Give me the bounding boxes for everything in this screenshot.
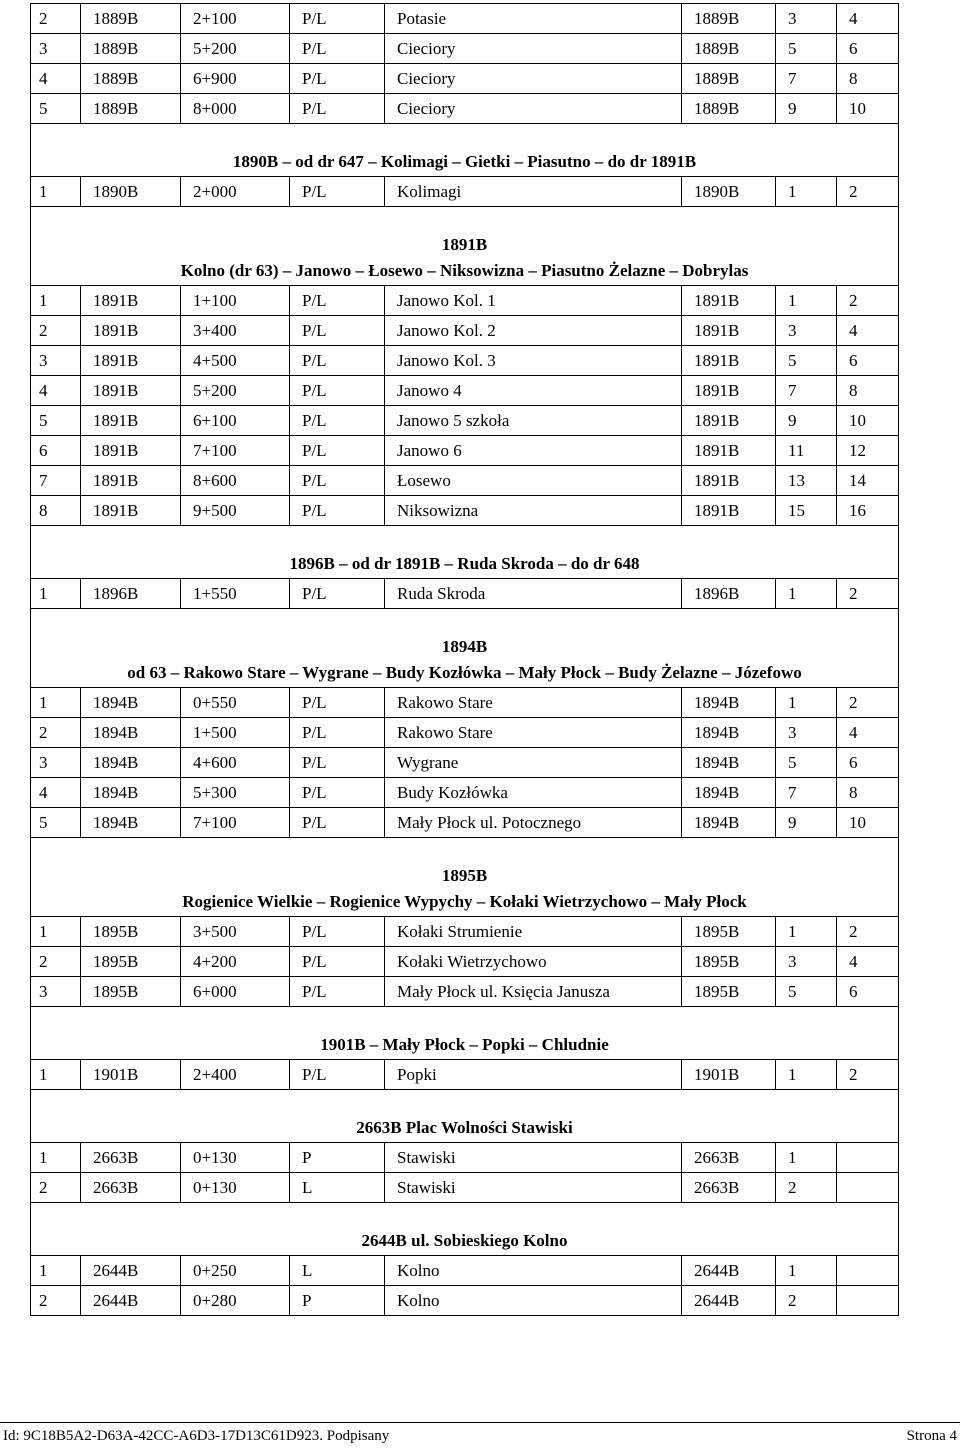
- cell-road-ref: 1901B: [682, 1060, 776, 1090]
- cell-stop-code-a: 7: [776, 778, 837, 808]
- table-row: [31, 947, 899, 977]
- cell-road-number: 1891B: [81, 286, 181, 316]
- cell-stop-name: Łosewo: [385, 466, 682, 496]
- cell-stop-code-a: 1: [776, 917, 837, 947]
- cell-row-number: 5: [31, 406, 81, 436]
- cell-stop-code-b: [837, 1143, 899, 1173]
- cell-road-ref: 2663B: [682, 1173, 776, 1203]
- cell-road-number: 1889B: [81, 64, 181, 94]
- cell-side: P: [290, 1286, 385, 1316]
- cell-road-ref: 1894B: [682, 718, 776, 748]
- cell-road-ref: 2663B: [682, 1143, 776, 1173]
- table-row: [31, 94, 899, 124]
- cell-side: P/L: [290, 808, 385, 838]
- section-header-row: [31, 526, 899, 579]
- cell-road-ref: 1891B: [682, 496, 776, 526]
- cell-stop-name: Cieciory: [385, 34, 682, 64]
- section-header: [31, 1203, 899, 1256]
- cell-side: P/L: [290, 778, 385, 808]
- cell-stop-code-b: 10: [837, 808, 899, 838]
- cell-side: L: [290, 1173, 385, 1203]
- table-row: [31, 64, 899, 94]
- cell-stop-name: Kolimagi: [385, 177, 682, 207]
- page-number: Strona 4: [906, 1428, 957, 1444]
- cell-stop-name: Janowo Kol. 3: [385, 346, 682, 376]
- cell-row-number: 1: [31, 688, 81, 718]
- cell-chainage: 9+500: [181, 496, 290, 526]
- table-row: [31, 808, 899, 838]
- section-header-row: [31, 1007, 899, 1060]
- cell-road-ref: 1895B: [682, 977, 776, 1007]
- cell-road-ref: 1891B: [682, 466, 776, 496]
- cell-chainage: 8+600: [181, 466, 290, 496]
- cell-chainage: 2+100: [181, 4, 290, 34]
- cell-stop-name: Janowo Kol. 2: [385, 316, 682, 346]
- cell-stop-code-b: 2: [837, 579, 899, 609]
- section-header: [31, 207, 899, 286]
- cell-road-number: 1896B: [81, 579, 181, 609]
- section-header: [31, 124, 899, 177]
- section-header-row: [31, 207, 899, 286]
- cell-stop-code-b: 8: [837, 778, 899, 808]
- cell-road-number: 2644B: [81, 1256, 181, 1286]
- section-title: 1891B: [441, 235, 488, 254]
- cell-road-number: 1894B: [81, 778, 181, 808]
- cell-side: P/L: [290, 718, 385, 748]
- cell-chainage: 4+200: [181, 947, 290, 977]
- cell-side: P/L: [290, 346, 385, 376]
- cell-stop-name: Kołaki Wietrzychowo: [385, 947, 682, 977]
- cell-stop-code-a: 1: [776, 177, 837, 207]
- cell-stop-code-a: 3: [776, 4, 837, 34]
- cell-stop-code-b: 8: [837, 64, 899, 94]
- table-row: [31, 917, 899, 947]
- cell-chainage: 5+200: [181, 376, 290, 406]
- cell-chainage: 0+280: [181, 1286, 290, 1316]
- section-header: [31, 1007, 899, 1060]
- document-id: Id: 9C18B5A2-D63A-42CC-A6D3-17D13C61D923. Podpisany: [3, 1428, 390, 1444]
- cell-stop-code-b: 4: [837, 718, 899, 748]
- cell-stop-name: Potasie: [385, 4, 682, 34]
- cell-road-number: 2663B: [81, 1143, 181, 1173]
- cell-stop-code-b: 10: [837, 94, 899, 124]
- cell-stop-code-b: 8: [837, 376, 899, 406]
- cell-road-number: 1894B: [81, 808, 181, 838]
- cell-side: P/L: [290, 579, 385, 609]
- cell-stop-name: Stawiski: [385, 1173, 682, 1203]
- cell-stop-code-b: 2: [837, 917, 899, 947]
- cell-road-ref: 1890B: [682, 177, 776, 207]
- cell-stop-name: Kolno: [385, 1256, 682, 1286]
- cell-stop-code-b: 2: [837, 286, 899, 316]
- table-row: [31, 466, 899, 496]
- table-row: [31, 4, 899, 34]
- cell-stop-name: Kołaki Strumienie: [385, 917, 682, 947]
- cell-road-number: 1901B: [81, 1060, 181, 1090]
- cell-row-number: 1: [31, 177, 81, 207]
- cell-chainage: 3+500: [181, 917, 290, 947]
- table-row: [31, 177, 899, 207]
- cell-stop-code-b: 4: [837, 4, 899, 34]
- section-header: [31, 526, 899, 579]
- cell-row-number: 1: [31, 579, 81, 609]
- cell-stop-name: Ruda Skroda: [385, 579, 682, 609]
- cell-row-number: 1: [31, 1256, 81, 1286]
- table-row: [31, 778, 899, 808]
- cell-stop-name: Rakowo Stare: [385, 688, 682, 718]
- cell-stop-name: Stawiski: [385, 1143, 682, 1173]
- cell-road-ref: 1889B: [682, 4, 776, 34]
- table-row: [31, 316, 899, 346]
- cell-stop-name: Mały Płock ul. Księcia Janusza: [385, 977, 682, 1007]
- table-row: [31, 286, 899, 316]
- cell-road-number: 1895B: [81, 947, 181, 977]
- cell-stop-code-a: 1: [776, 1143, 837, 1173]
- cell-row-number: 6: [31, 436, 81, 466]
- table-row: [31, 346, 899, 376]
- cell-stop-name: Janowo 5 szkoła: [385, 406, 682, 436]
- table-row: [31, 688, 899, 718]
- cell-chainage: 8+000: [181, 94, 290, 124]
- cell-stop-code-a: 1: [776, 688, 837, 718]
- cell-row-number: 2: [31, 1173, 81, 1203]
- cell-stop-code-b: 2: [837, 177, 899, 207]
- section-header-row: [31, 1203, 899, 1256]
- section-title: 1896B – od dr 1891B – Ruda Skroda – do dr 648: [289, 554, 640, 573]
- cell-stop-code-a: 5: [776, 346, 837, 376]
- cell-stop-code-a: 9: [776, 808, 837, 838]
- section-title: 1894B: [441, 637, 488, 656]
- cell-side: P/L: [290, 376, 385, 406]
- cell-road-number: 1891B: [81, 466, 181, 496]
- cell-stop-code-b: 10: [837, 406, 899, 436]
- cell-stop-code-a: 13: [776, 466, 837, 496]
- cell-road-ref: 1896B: [682, 579, 776, 609]
- cell-road-ref: 1891B: [682, 436, 776, 466]
- cell-chainage: 5+300: [181, 778, 290, 808]
- cell-stop-code-b: 6: [837, 34, 899, 64]
- cell-stop-name: Cieciory: [385, 64, 682, 94]
- cell-row-number: 4: [31, 376, 81, 406]
- section-header-row: [31, 838, 899, 917]
- cell-road-ref: 2644B: [682, 1256, 776, 1286]
- section-route: Rogienice Wielkie – Rogienice Wypychy – Kołaki Wietrzychowo – Mały Płock: [182, 892, 747, 911]
- cell-road-number: 1894B: [81, 688, 181, 718]
- cell-stop-code-b: [837, 1256, 899, 1286]
- section-title: 1890B – od dr 647 – Kolimagi – Gietki – Piasutno – do dr 1891B: [232, 152, 697, 171]
- cell-side: P: [290, 1143, 385, 1173]
- table-row: [31, 748, 899, 778]
- cell-stop-code-a: 1: [776, 1256, 837, 1286]
- table-row: [31, 496, 899, 526]
- cell-side: P/L: [290, 286, 385, 316]
- cell-stop-code-a: 5: [776, 34, 837, 64]
- cell-side: P/L: [290, 466, 385, 496]
- cell-stop-code-b: [837, 1286, 899, 1316]
- cell-road-number: 1891B: [81, 346, 181, 376]
- cell-road-ref: 1894B: [682, 808, 776, 838]
- cell-road-number: 1891B: [81, 436, 181, 466]
- cell-road-ref: 1891B: [682, 346, 776, 376]
- cell-stop-code-a: 3: [776, 316, 837, 346]
- cell-chainage: 1+500: [181, 718, 290, 748]
- table-row: [31, 34, 899, 64]
- cell-road-number: 1894B: [81, 748, 181, 778]
- cell-road-number: 1891B: [81, 316, 181, 346]
- cell-chainage: 0+550: [181, 688, 290, 718]
- cell-stop-code-b: [837, 1173, 899, 1203]
- cell-stop-name: Wygrane: [385, 748, 682, 778]
- cell-row-number: 2: [31, 947, 81, 977]
- cell-road-number: 2644B: [81, 1286, 181, 1316]
- table-row: [31, 579, 899, 609]
- cell-chainage: 1+100: [181, 286, 290, 316]
- cell-stop-code-b: 14: [837, 466, 899, 496]
- cell-stop-name: Mały Płock ul. Potocznego: [385, 808, 682, 838]
- cell-row-number: 3: [31, 748, 81, 778]
- cell-side: P/L: [290, 94, 385, 124]
- cell-road-ref: 1895B: [682, 947, 776, 977]
- cell-stop-code-a: 3: [776, 718, 837, 748]
- cell-stop-code-a: 7: [776, 64, 837, 94]
- cell-stop-name: Kolno: [385, 1286, 682, 1316]
- table-row: [31, 977, 899, 1007]
- cell-chainage: 5+200: [181, 34, 290, 64]
- cell-stop-code-a: 1: [776, 286, 837, 316]
- cell-stop-name: Janowo 4: [385, 376, 682, 406]
- cell-stop-code-b: 2: [837, 1060, 899, 1090]
- cell-road-number: 1891B: [81, 496, 181, 526]
- cell-side: P/L: [290, 947, 385, 977]
- cell-side: P/L: [290, 496, 385, 526]
- section-title: 1901B – Mały Płock – Popki – Chludnie: [320, 1035, 609, 1054]
- cell-stop-code-b: 4: [837, 947, 899, 977]
- cell-side: P/L: [290, 1060, 385, 1090]
- cell-road-number: 1894B: [81, 718, 181, 748]
- cell-chainage: 0+250: [181, 1256, 290, 1286]
- cell-chainage: 3+400: [181, 316, 290, 346]
- cell-chainage: 2+000: [181, 177, 290, 207]
- cell-stop-name: Janowo Kol. 1: [385, 286, 682, 316]
- section-header-row: [31, 609, 899, 688]
- cell-stop-code-a: 5: [776, 977, 837, 1007]
- cell-row-number: 3: [31, 346, 81, 376]
- cell-side: P/L: [290, 688, 385, 718]
- cell-road-number: 1889B: [81, 34, 181, 64]
- cell-chainage: 2+400: [181, 1060, 290, 1090]
- cell-side: P/L: [290, 748, 385, 778]
- cell-stop-code-a: 3: [776, 947, 837, 977]
- cell-row-number: 3: [31, 977, 81, 1007]
- cell-side: P/L: [290, 917, 385, 947]
- section-header: [31, 609, 899, 688]
- cell-stop-code-b: 6: [837, 346, 899, 376]
- cell-side: L: [290, 1256, 385, 1286]
- table-body: [31, 4, 899, 1316]
- cell-road-ref: 2644B: [682, 1286, 776, 1316]
- cell-stop-code-b: 12: [837, 436, 899, 466]
- cell-stop-code-a: 5: [776, 748, 837, 778]
- cell-road-ref: 1891B: [682, 286, 776, 316]
- cell-side: P/L: [290, 977, 385, 1007]
- page-footer: [0, 1422, 960, 1447]
- cell-stop-code-b: 6: [837, 748, 899, 778]
- cell-stop-name: Rakowo Stare: [385, 718, 682, 748]
- cell-row-number: 1: [31, 1060, 81, 1090]
- table-row: [31, 376, 899, 406]
- cell-stop-code-a: 1: [776, 579, 837, 609]
- cell-row-number: 1: [31, 917, 81, 947]
- cell-road-ref: 1894B: [682, 778, 776, 808]
- section-title: 1895B: [441, 866, 488, 885]
- cell-stop-name: Budy Kozłówka: [385, 778, 682, 808]
- cell-row-number: 4: [31, 64, 81, 94]
- cell-chainage: 6+900: [181, 64, 290, 94]
- cell-road-number: 1890B: [81, 177, 181, 207]
- cell-stop-name: Popki: [385, 1060, 682, 1090]
- cell-road-ref: 1889B: [682, 34, 776, 64]
- cell-road-ref: 1891B: [682, 316, 776, 346]
- cell-stop-code-b: 6: [837, 977, 899, 1007]
- cell-side: P/L: [290, 406, 385, 436]
- cell-chainage: 0+130: [181, 1173, 290, 1203]
- cell-row-number: 2: [31, 4, 81, 34]
- cell-row-number: 8: [31, 496, 81, 526]
- section-header-row: [31, 1090, 899, 1143]
- cell-side: P/L: [290, 316, 385, 346]
- cell-road-ref: 1891B: [682, 406, 776, 436]
- cell-row-number: 1: [31, 286, 81, 316]
- cell-road-number: 1891B: [81, 406, 181, 436]
- cell-stop-code-a: 9: [776, 406, 837, 436]
- table-row: [31, 1060, 899, 1090]
- cell-chainage: 4+600: [181, 748, 290, 778]
- cell-row-number: 4: [31, 778, 81, 808]
- cell-road-number: 1889B: [81, 4, 181, 34]
- section-header: [31, 1090, 899, 1143]
- cell-road-number: 2663B: [81, 1173, 181, 1203]
- section-route: od 63 – Rakowo Stare – Wygrane – Budy Kozłówka – Mały Płock – Budy Żelazne – Józefowo: [127, 663, 802, 682]
- table-row: [31, 1256, 899, 1286]
- cell-chainage: 7+100: [181, 436, 290, 466]
- cell-stop-name: Cieciory: [385, 94, 682, 124]
- cell-stop-code-b: 4: [837, 316, 899, 346]
- section-route: Kolno (dr 63) – Janowo – Łosewo – Niksowizna – Piasutno Żelazne – Dobrylas: [180, 261, 749, 280]
- cell-chainage: 0+130: [181, 1143, 290, 1173]
- table-row: [31, 1143, 899, 1173]
- cell-side: P/L: [290, 436, 385, 466]
- cell-row-number: 2: [31, 316, 81, 346]
- section-title: 2663B Plac Wolności Stawiski: [356, 1118, 573, 1137]
- section-header: [31, 838, 899, 917]
- cell-stop-name: Niksowizna: [385, 496, 682, 526]
- cell-road-ref: 1894B: [682, 748, 776, 778]
- cell-side: P/L: [290, 4, 385, 34]
- cell-stop-code-a: 2: [776, 1173, 837, 1203]
- cell-side: P/L: [290, 34, 385, 64]
- section-header-row: [31, 124, 899, 177]
- cell-row-number: 2: [31, 718, 81, 748]
- table-row: [31, 1286, 899, 1316]
- cell-road-ref: 1895B: [682, 917, 776, 947]
- cell-chainage: 4+500: [181, 346, 290, 376]
- cell-stop-code-a: 9: [776, 94, 837, 124]
- cell-stop-code-b: 2: [837, 688, 899, 718]
- cell-stop-code-a: 2: [776, 1286, 837, 1316]
- cell-chainage: 7+100: [181, 808, 290, 838]
- cell-chainage: 1+550: [181, 579, 290, 609]
- cell-stop-name: Janowo 6: [385, 436, 682, 466]
- table-row: [31, 436, 899, 466]
- cell-road-ref: 1889B: [682, 64, 776, 94]
- cell-row-number: 1: [31, 1143, 81, 1173]
- cell-stop-code-b: 16: [837, 496, 899, 526]
- cell-road-ref: 1894B: [682, 688, 776, 718]
- cell-row-number: 3: [31, 34, 81, 64]
- table-row: [31, 718, 899, 748]
- cell-road-number: 1891B: [81, 376, 181, 406]
- table-row: [31, 1173, 899, 1203]
- bus-stop-table: [30, 3, 899, 1316]
- cell-side: P/L: [290, 64, 385, 94]
- cell-row-number: 5: [31, 94, 81, 124]
- cell-road-ref: 1891B: [682, 376, 776, 406]
- cell-road-number: 1895B: [81, 917, 181, 947]
- cell-road-number: 1889B: [81, 94, 181, 124]
- cell-side: P/L: [290, 177, 385, 207]
- cell-row-number: 5: [31, 808, 81, 838]
- cell-road-number: 1895B: [81, 977, 181, 1007]
- cell-row-number: 7: [31, 466, 81, 496]
- cell-stop-code-a: 7: [776, 376, 837, 406]
- cell-chainage: 6+100: [181, 406, 290, 436]
- cell-stop-code-a: 1: [776, 1060, 837, 1090]
- section-title: 2644B ul. Sobieskiego Kolno: [361, 1231, 568, 1250]
- table-row: [31, 406, 899, 436]
- cell-row-number: 2: [31, 1286, 81, 1316]
- cell-stop-code-a: 11: [776, 436, 837, 466]
- cell-road-ref: 1889B: [682, 94, 776, 124]
- cell-stop-code-a: 15: [776, 496, 837, 526]
- cell-chainage: 6+000: [181, 977, 290, 1007]
